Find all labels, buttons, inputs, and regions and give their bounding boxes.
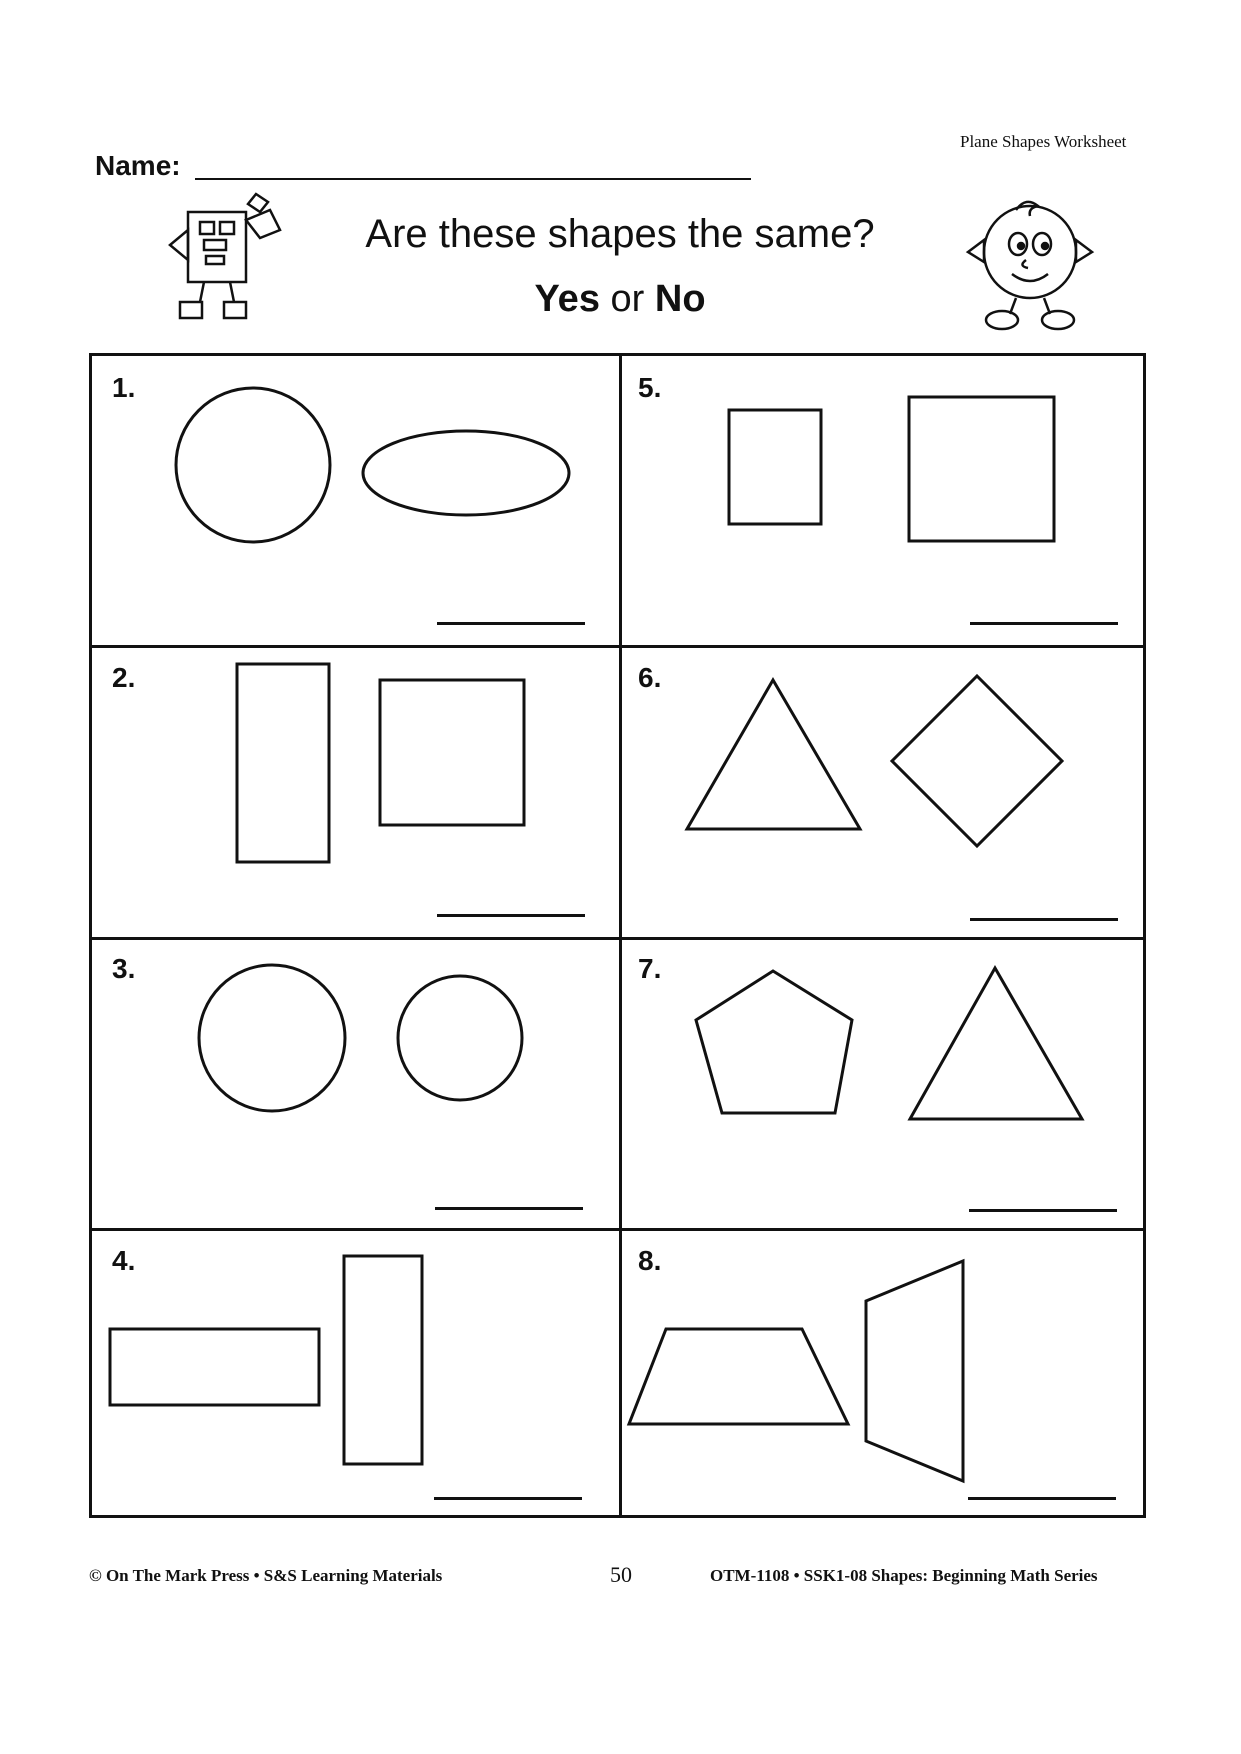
page-number: 50 — [610, 1562, 632, 1587]
q2-rectangle-shape — [237, 664, 329, 862]
q5-rectangle-shape — [729, 410, 821, 524]
q5-square-shape — [909, 397, 1054, 541]
question-number-3: 3. — [112, 953, 136, 984]
q8-slanted-trapezoid-shape — [866, 1261, 963, 1481]
question-number-5: 5. — [638, 372, 662, 403]
question-number-4: 4. — [112, 1245, 136, 1276]
q7-triangle-shape — [910, 968, 1082, 1119]
question-number-6: 6. — [638, 662, 662, 693]
worksheet-title: Plane Shapes Worksheet — [960, 132, 1127, 151]
or-label: or — [610, 278, 645, 320]
prompt-question: Are these shapes the same? — [365, 212, 875, 256]
q4-tall-rectangle-shape — [344, 1256, 422, 1464]
footer-series: OTM-1108 • SSK1-08 Shapes: Beginning Math Series — [710, 1566, 1098, 1585]
no-label: No — [654, 278, 706, 320]
q1-oval-shape — [363, 431, 569, 515]
q3-small-circle-shape — [398, 976, 522, 1100]
footer-publisher: © On The Mark Press • S&S Learning Materials — [89, 1566, 443, 1585]
question-number-8: 8. — [638, 1245, 662, 1276]
name-label: Name: — [95, 150, 181, 181]
q3-large-circle-shape — [199, 965, 345, 1111]
q6-triangle-shape — [687, 680, 860, 829]
question-number-1: 1. — [112, 372, 136, 403]
q1-circle-shape — [176, 388, 330, 542]
q8-trapezoid-shape — [629, 1329, 848, 1424]
q7-pentagon-shape — [696, 971, 852, 1113]
q2-square-shape — [380, 680, 524, 825]
q4-wide-rectangle-shape — [110, 1329, 319, 1405]
question-number-2: 2. — [112, 662, 136, 693]
q6-rhombus-shape — [892, 676, 1062, 846]
yes-label: Yes — [534, 278, 600, 320]
question-number-7: 7. — [638, 953, 662, 984]
